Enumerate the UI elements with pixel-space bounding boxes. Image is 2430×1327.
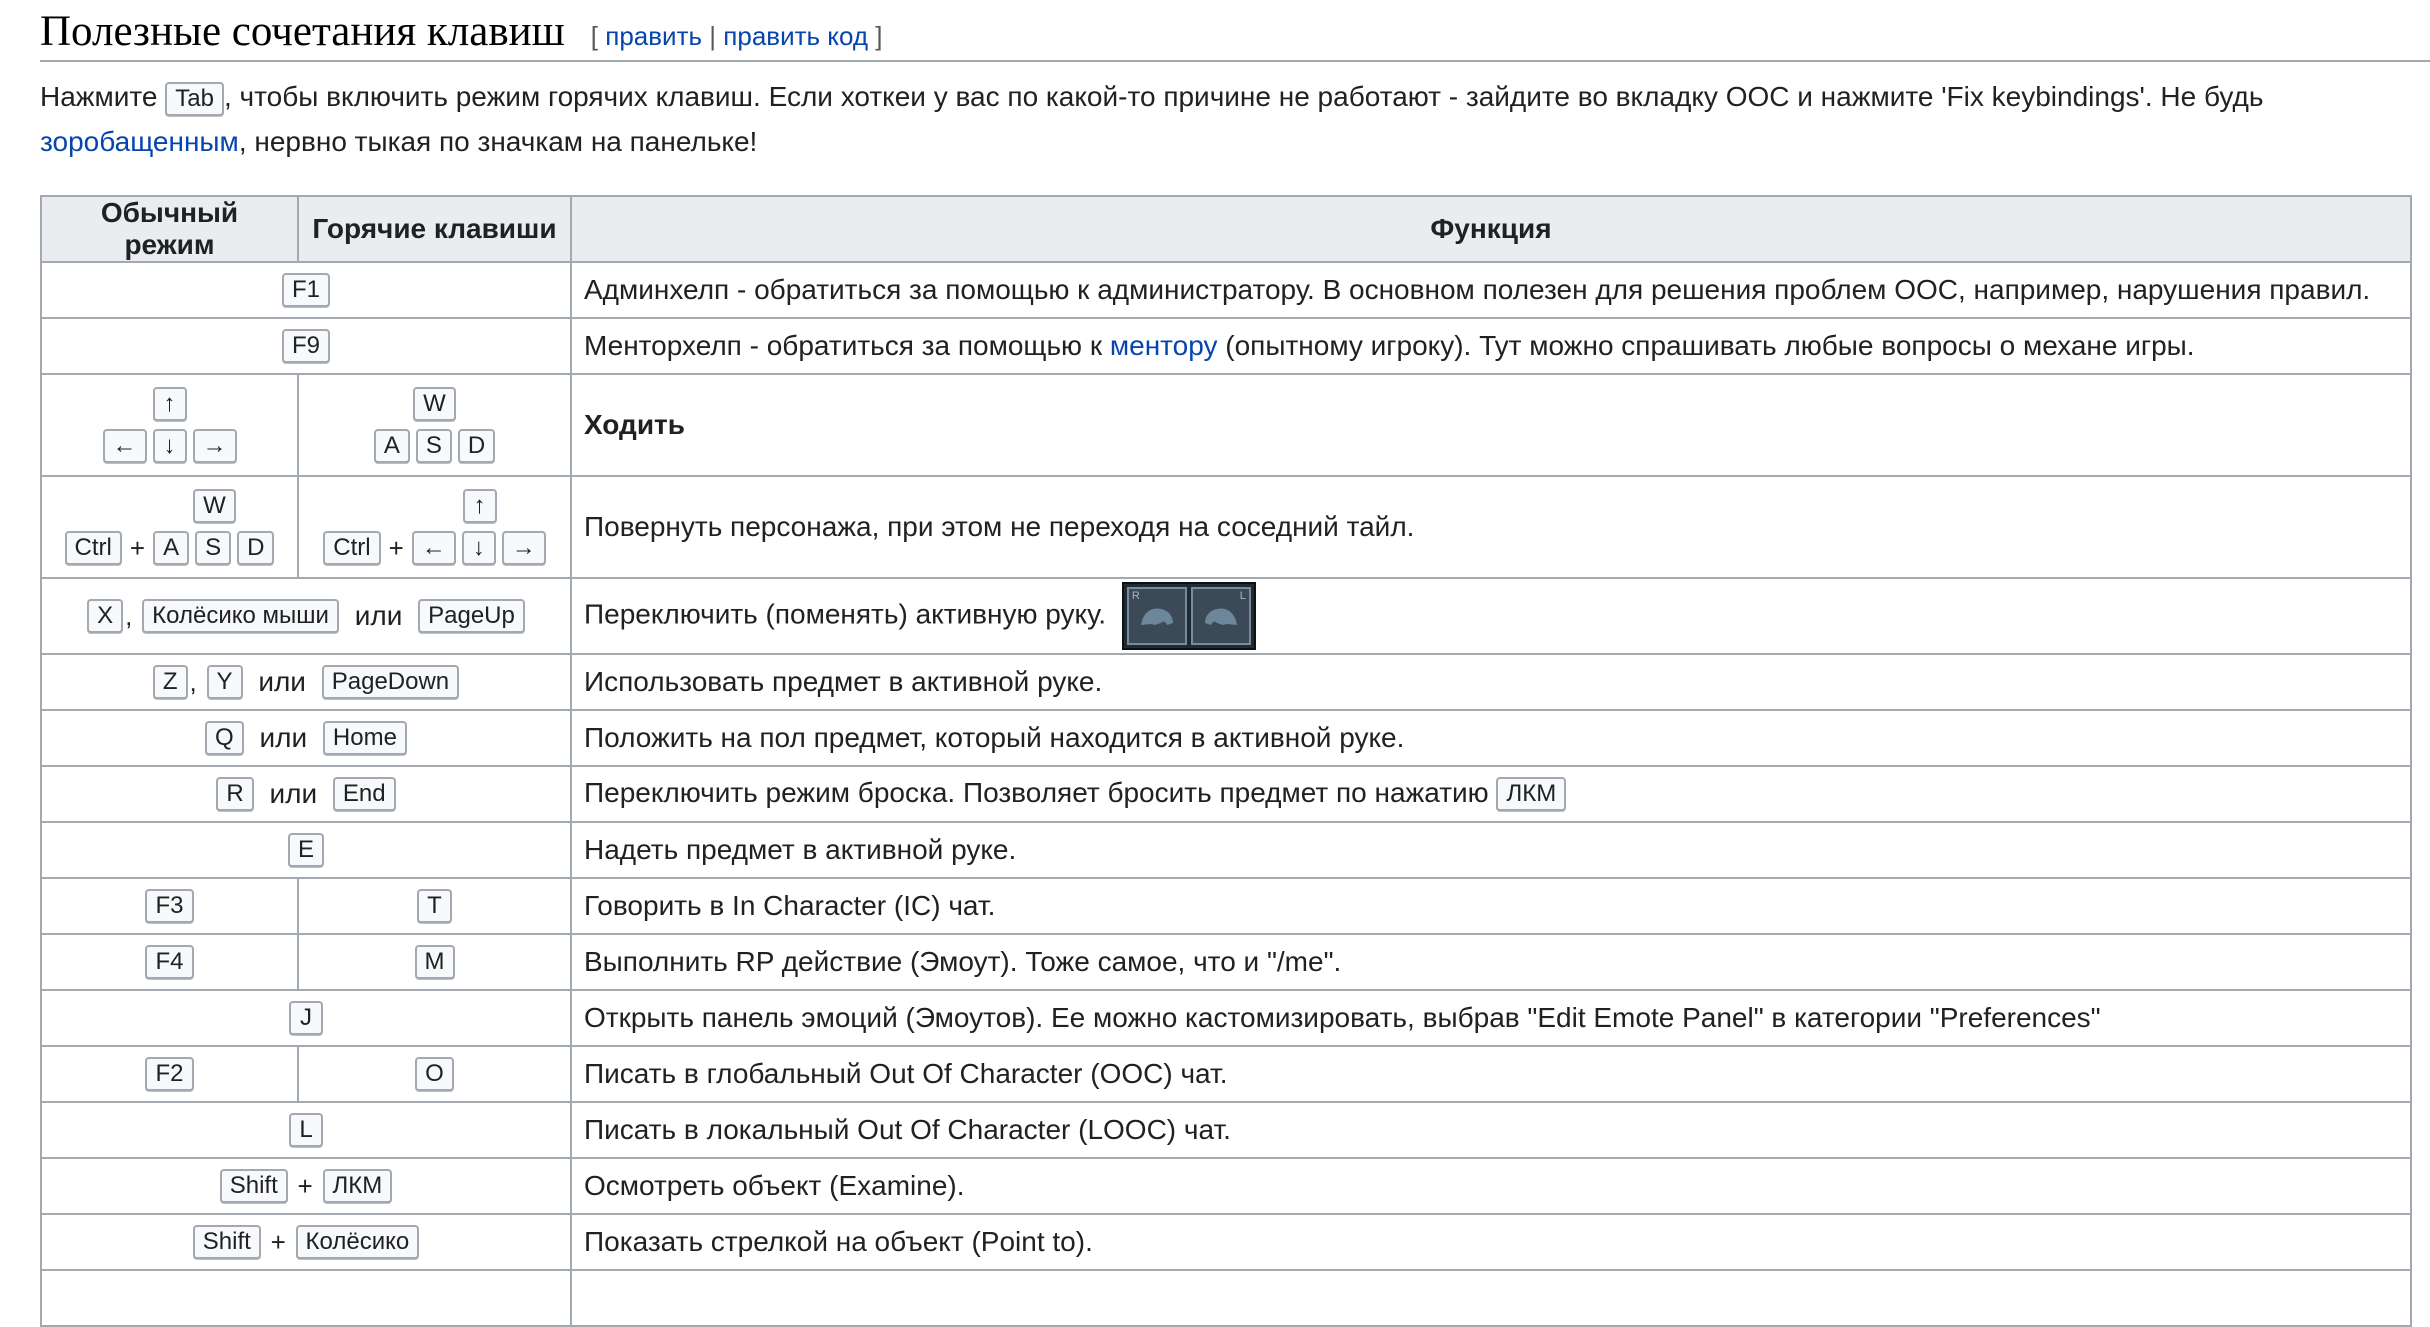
function-cell bbox=[571, 578, 2411, 654]
keys-cell bbox=[41, 1102, 571, 1158]
table-row bbox=[41, 1046, 2411, 1102]
arrow-down-key: ↓ bbox=[153, 429, 187, 463]
function-text: Переключить режим броска. Позволяет бросить предмет по нажатию bbox=[584, 776, 1489, 808]
table-header-row bbox=[41, 196, 2411, 262]
table-row bbox=[41, 374, 2411, 476]
or-word: или bbox=[258, 666, 306, 698]
s-key: S bbox=[195, 531, 231, 565]
key: Z bbox=[153, 665, 188, 699]
function-cell: Надеть предмет в активной руке. bbox=[571, 822, 2411, 878]
plus-sign: + bbox=[270, 1226, 286, 1257]
keys-cell bbox=[41, 1270, 571, 1326]
shift-key: Shift bbox=[193, 1225, 261, 1259]
hands-hud-icon bbox=[1122, 582, 1256, 650]
mentor-link[interactable]: ментору bbox=[1109, 330, 1218, 361]
function-cell: Показать стрелкой на объект (Point to). bbox=[571, 1214, 2411, 1270]
comma: , bbox=[189, 666, 197, 697]
a-key: A bbox=[153, 531, 189, 565]
key: O bbox=[415, 1057, 454, 1091]
table-row bbox=[41, 990, 2411, 1046]
hand-label: R bbox=[1131, 590, 1140, 602]
normal-keys-cell bbox=[41, 374, 298, 476]
function-cell: Использовать предмет в активной руке. bbox=[571, 654, 2411, 710]
d-key: D bbox=[237, 531, 274, 565]
or-word: или bbox=[354, 600, 403, 632]
hotkeys-cell bbox=[298, 878, 571, 934]
section-title: Полезные сочетания клавиш bbox=[40, 8, 565, 55]
normal-keys-cell bbox=[41, 934, 298, 990]
table-row bbox=[41, 1270, 2411, 1326]
arrow-right-key: → bbox=[193, 429, 237, 463]
hotkeys-cell bbox=[298, 374, 571, 476]
keys-cell bbox=[41, 578, 571, 654]
table-row bbox=[41, 766, 2411, 822]
table-row bbox=[41, 1214, 2411, 1270]
ctrl-key: Ctrl bbox=[65, 531, 122, 565]
edit-code-link[interactable]: править код bbox=[723, 21, 869, 51]
hotkeys-cell bbox=[298, 1046, 571, 1102]
arrow-right-key: → bbox=[502, 531, 546, 565]
header-normal-mode: Обычный режим bbox=[41, 196, 298, 262]
plus-sign: + bbox=[297, 1170, 313, 1201]
function-cell: Осмотреть объект (Examine). bbox=[571, 1158, 2411, 1214]
function-cell: Выполнить RP действие (Эмоут). Тоже самое, что и "/me". bbox=[571, 934, 2411, 990]
comma: , bbox=[125, 600, 133, 631]
shift-key: Shift bbox=[220, 1169, 288, 1203]
lmb-key: ЛКМ bbox=[1496, 777, 1566, 811]
or-word: или bbox=[269, 778, 318, 810]
ctrl-key: Ctrl bbox=[323, 531, 380, 565]
key: F2 bbox=[145, 1057, 193, 1091]
keys-cell bbox=[41, 766, 571, 822]
key: Колёсико bbox=[296, 1225, 420, 1259]
bracket-close: ] bbox=[875, 21, 883, 51]
key: Колёсико мыши bbox=[142, 599, 339, 633]
keys-cell bbox=[41, 654, 571, 710]
arrow-down-key: ↓ bbox=[462, 531, 496, 565]
a-key: A bbox=[374, 429, 410, 463]
table-row bbox=[41, 710, 2411, 766]
function-cell bbox=[571, 374, 2411, 476]
function-cell: Открыть панель эмоций (Эмоутов). Ее можно кастомизировать, выбрав "Edit Emote Panel" в категории "Preferences" bbox=[571, 990, 2411, 1046]
key: F9 bbox=[282, 329, 330, 363]
table-row bbox=[41, 1158, 2411, 1214]
key: Home bbox=[323, 721, 407, 755]
arrow-keys-cluster bbox=[52, 387, 287, 463]
function-text: (опытному игроку). Тут можно спрашивать любые вопросы о механе игры. bbox=[1217, 330, 2195, 361]
header-function: Функция bbox=[571, 196, 2411, 262]
key: J bbox=[289, 1001, 323, 1035]
key: E bbox=[288, 833, 324, 867]
normal-keys-cell bbox=[41, 878, 298, 934]
edit-link[interactable]: править bbox=[605, 21, 703, 51]
intro-text-3: , нервно тыкая по значкам на панельке! bbox=[238, 126, 758, 157]
bracket-separator: | bbox=[709, 21, 717, 51]
plus-sign: + bbox=[388, 532, 404, 563]
function-cell bbox=[571, 766, 2411, 822]
function-cell: Положить на пол предмет, который находится в активной руке. bbox=[571, 710, 2411, 766]
key: PageUp bbox=[418, 599, 525, 633]
key-tab: Tab bbox=[165, 82, 224, 116]
function-cell bbox=[571, 318, 2411, 374]
edit-section-links bbox=[591, 21, 883, 52]
header-hotkeys: Горячие клавиши bbox=[298, 196, 571, 262]
keys-cell bbox=[41, 1158, 571, 1214]
keys-cell bbox=[41, 1214, 571, 1270]
arrow-up-key: ↑ bbox=[463, 489, 497, 523]
w-key: W bbox=[413, 387, 456, 421]
keys-cell bbox=[41, 262, 571, 318]
article-section bbox=[40, 0, 2430, 1257]
arrow-left-key: ← bbox=[412, 531, 456, 565]
bracket-open: [ bbox=[590, 21, 599, 51]
intro-text-2: , чтобы включить режим горячих клавиш. Если хоткеи у вас по какой-то причине не работают - зайдите во вкладку OOC и нажмите 'Fix keybindings'. Не будь bbox=[223, 81, 2264, 112]
function-text: Менторхелп - обратиться за помощью к bbox=[584, 330, 1110, 361]
w-key: W bbox=[193, 489, 236, 523]
intro-link[interactable]: зоробащенным bbox=[40, 126, 239, 157]
key: F3 bbox=[145, 889, 193, 923]
wasd-keys-cluster bbox=[309, 387, 560, 463]
function-cell: Говорить в In Character (IC) чат. bbox=[571, 878, 2411, 934]
normal-keys-cell bbox=[41, 476, 298, 578]
key: ЛКМ bbox=[323, 1169, 393, 1203]
table-row bbox=[41, 822, 2411, 878]
function-text: Переключить (поменять) активную руку. bbox=[584, 598, 1107, 630]
arrow-up-key: ↑ bbox=[153, 387, 187, 421]
d-key: D bbox=[458, 429, 495, 463]
function-cell: Писать в локальный Out Of Character (LOOC) чат. bbox=[571, 1102, 2411, 1158]
or-word: или bbox=[259, 722, 308, 754]
table-row bbox=[41, 934, 2411, 990]
key: Y bbox=[207, 665, 243, 699]
hotkeys-cell bbox=[298, 934, 571, 990]
keys-cell bbox=[41, 710, 571, 766]
plus-sign: + bbox=[129, 532, 146, 563]
arrow-left-key: ← bbox=[103, 429, 147, 463]
ctrl-arrows-cluster bbox=[309, 489, 560, 565]
key: L bbox=[289, 1113, 323, 1147]
table-row bbox=[41, 318, 2411, 374]
key: End bbox=[333, 777, 396, 811]
intro-text-1: Нажмите bbox=[40, 81, 158, 112]
hand-label: L bbox=[1239, 590, 1246, 602]
key: Q bbox=[205, 721, 244, 755]
key: M bbox=[415, 945, 455, 979]
left-hand-icon bbox=[1191, 587, 1251, 645]
section-heading bbox=[40, 0, 2430, 62]
key: F1 bbox=[282, 273, 330, 307]
function-cell: Админхелп - обратиться за помощью к администратору. В основном полезен для решения проблем OOC, например, нарушения правил. bbox=[571, 262, 2411, 318]
table-row bbox=[41, 578, 2411, 654]
hotkeys-cell bbox=[298, 476, 571, 578]
table-row bbox=[41, 476, 2411, 578]
function-cell bbox=[571, 1270, 2411, 1326]
intro-paragraph bbox=[40, 74, 2380, 164]
s-key: S bbox=[416, 429, 452, 463]
function-cell: Повернуть персонажа, при этом не переходя на соседний тайл. bbox=[571, 476, 2411, 578]
keys-cell bbox=[41, 318, 571, 374]
table-row bbox=[41, 878, 2411, 934]
table-row bbox=[41, 1102, 2411, 1158]
function-cell: Писать в глобальный Out Of Character (OOC) чат. bbox=[571, 1046, 2411, 1102]
key: PageDown bbox=[322, 665, 459, 699]
table-row bbox=[41, 654, 2411, 710]
key: T bbox=[417, 889, 452, 923]
table-row bbox=[41, 262, 2411, 318]
right-hand-icon bbox=[1127, 587, 1187, 645]
key: R bbox=[216, 777, 253, 811]
normal-keys-cell bbox=[41, 1046, 298, 1102]
key: F4 bbox=[145, 945, 193, 979]
ctrl-wasd-cluster bbox=[52, 489, 287, 565]
keys-cell bbox=[41, 990, 571, 1046]
keys-cell bbox=[41, 822, 571, 878]
key: X bbox=[87, 599, 123, 633]
function-text: Ходить bbox=[584, 409, 685, 440]
shortcuts-table bbox=[40, 195, 2412, 1327]
